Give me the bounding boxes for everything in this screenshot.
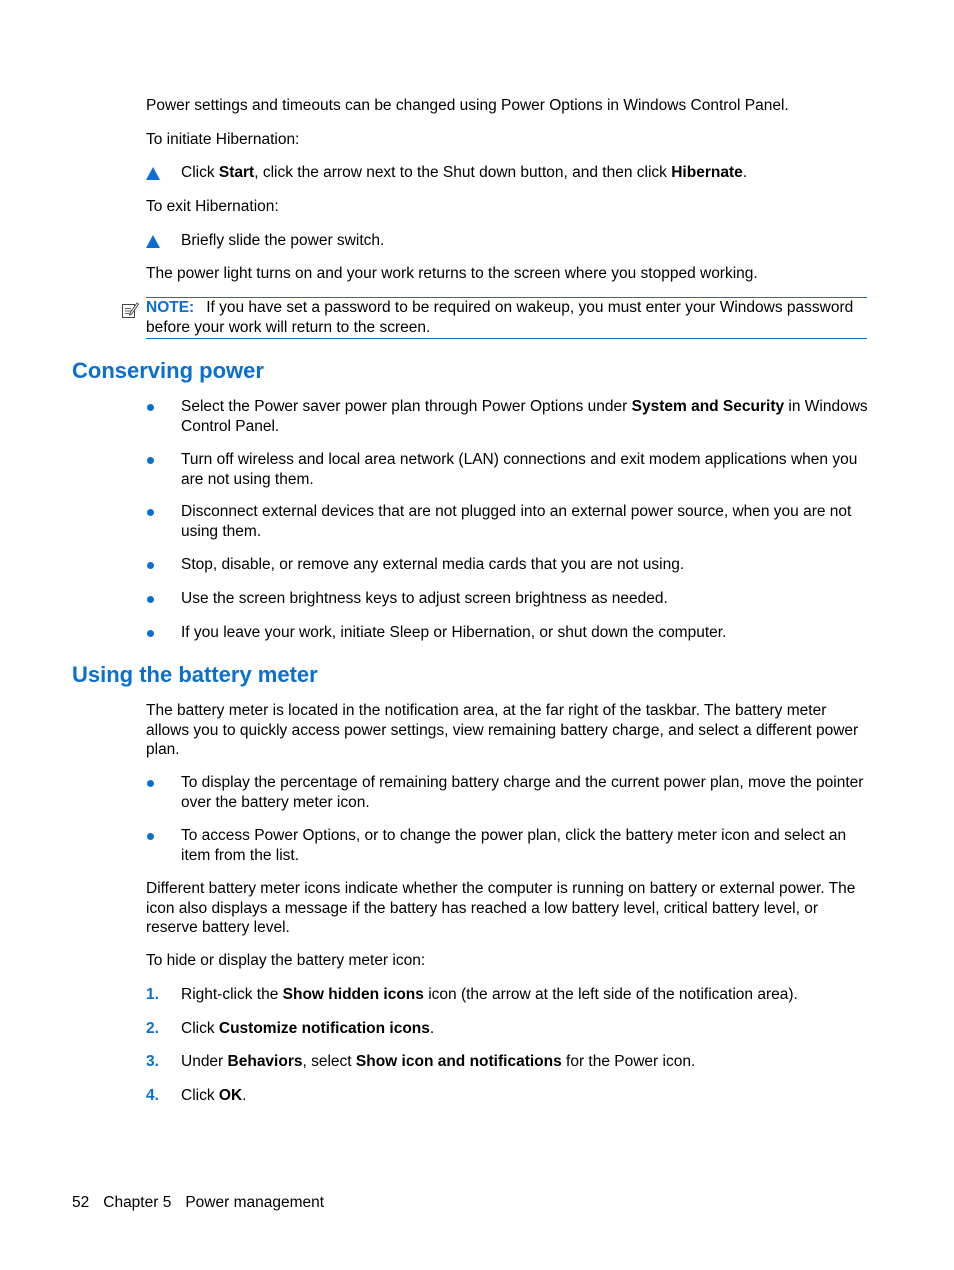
note-pencil-icon [121, 301, 139, 319]
power-light-paragraph: The power light turns on and your work returns to the screen where you stopped working. [146, 265, 758, 282]
conserving-bullet-2: Turn off wireless and local area network (LAN) connections and exit modem applications when you are not using them. [181, 451, 858, 488]
step-4: Click OK. [181, 1087, 247, 1104]
dot-bullet-icon [147, 780, 154, 787]
step-3: Under Behaviors, select Show icon and notifications for the Power icon. [181, 1053, 696, 1070]
note-text: NOTE: If you have set a password to be required on wakeup, you must enter your Windows password before your work will return to the screen. [146, 299, 854, 336]
conserving-bullet-3: Disconnect external devices that are not plugged into an external power source, when you are not using them. [181, 503, 852, 540]
chapter-title: Power management [185, 1194, 325, 1211]
page-number: 52 [72, 1194, 90, 1211]
step-1: Right-click the Show hidden icons icon (the arrow at the left side of the notification area). [181, 986, 798, 1003]
page-footer [72, 1193, 338, 1212]
conserving-bullet-1: Select the Power saver power plan through Power Options under System and Security in Windows Control Panel. [181, 398, 868, 435]
step-number: 2. [146, 1020, 159, 1037]
chapter-label: Chapter 5 [103, 1194, 172, 1211]
hibernate-initiate-label: To initiate Hibernation: [146, 131, 300, 148]
step-number: 4. [146, 1087, 159, 1104]
triangle-bullet-icon [146, 167, 160, 180]
battery-icons-paragraph: Different battery meter icons indicate whether the computer is running on battery or external power. The icon also displays a message if the battery has reached a low battery level, critical battery level, or reserve battery level. [146, 880, 856, 936]
intro-paragraph: Power settings and timeouts can be changed using Power Options in Windows Control Panel. [146, 97, 789, 114]
dot-bullet-icon [147, 630, 154, 637]
dot-bullet-icon [147, 833, 154, 840]
conserving-bullet-5: Use the screen brightness keys to adjust screen brightness as needed. [181, 590, 668, 607]
battery-bullet-1: To display the percentage of remaining battery charge and the current power plan, move the pointer over the battery meter icon. [181, 774, 864, 811]
hibernate-exit-label: To exit Hibernation: [146, 198, 279, 215]
dot-bullet-icon [147, 457, 154, 464]
dot-bullet-icon [147, 509, 154, 516]
dot-bullet-icon [147, 596, 154, 603]
battery-meter-heading: Using the battery meter [72, 662, 318, 687]
battery-bullet-2: To access Power Options, or to change the power plan, click the battery meter icon and select an item from the list. [181, 827, 847, 864]
dot-bullet-icon [147, 404, 154, 411]
conserving-bullet-6: If you leave your work, initiate Sleep or Hibernation, or shut down the computer. [181, 624, 727, 641]
step-number: 3. [146, 1053, 159, 1070]
hibernate-step: Click Start, click the arrow next to the Shut down button, and then click Hibernate. [181, 164, 748, 181]
battery-intro-paragraph: The battery meter is located in the notification area, at the far right of the taskbar. The battery meter allows you to quickly access power settings, view remaining battery charge, and select a different power plan. [146, 702, 859, 758]
dot-bullet-icon [147, 562, 154, 569]
hide-display-label: To hide or display the battery meter icon: [146, 952, 426, 969]
conserving-bullet-4: Stop, disable, or remove any external media cards that you are not using. [181, 556, 685, 573]
step-2: Click Customize notification icons. [181, 1020, 435, 1037]
exit-step: Briefly slide the power switch. [181, 232, 385, 249]
triangle-bullet-icon [146, 235, 160, 248]
step-number: 1. [146, 986, 159, 1003]
conserving-power-heading: Conserving power [72, 358, 264, 383]
